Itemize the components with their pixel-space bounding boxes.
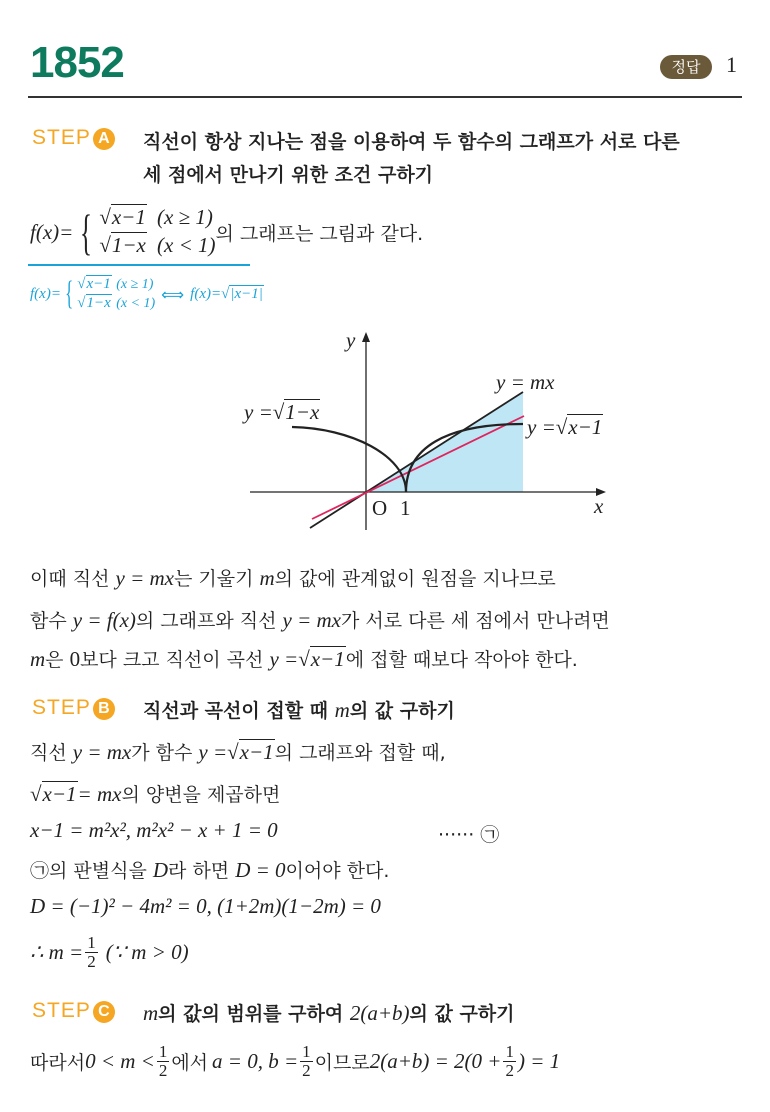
step-letter-icon: C bbox=[93, 1001, 115, 1023]
math: a = 0, b = bbox=[212, 1049, 299, 1073]
conclusion-line bbox=[30, 1043, 560, 1080]
text-line: √x−1= mx의 양변을 제곱하면 bbox=[30, 782, 281, 806]
math: y = bbox=[198, 740, 228, 764]
function-lhs: f(x)= bbox=[30, 219, 74, 244]
note-rhs-lhs: f(x)= bbox=[190, 285, 222, 302]
note-cases bbox=[77, 275, 155, 313]
denominator: 2 bbox=[87, 952, 96, 971]
text: 은 bbox=[45, 649, 70, 671]
text-line bbox=[30, 856, 389, 883]
step-b-title bbox=[143, 696, 455, 723]
case-1: √x−1 (x ≥ 1) bbox=[99, 205, 213, 229]
text: 의 판별식을 bbox=[49, 860, 153, 882]
equivalence-arrow-icon: ⟺ bbox=[161, 284, 185, 304]
note-case-2: √1−x (x < 1) bbox=[77, 295, 156, 311]
text: 이므로 bbox=[314, 1052, 370, 1074]
math: 2(a+b) = 2(0 + bbox=[369, 1049, 502, 1073]
text: 는 기울기 bbox=[173, 568, 260, 590]
math: y = mx bbox=[72, 740, 132, 764]
text-line bbox=[30, 564, 556, 591]
text: 이어야 한다. bbox=[285, 860, 390, 882]
text: 의 그래프와 직선 bbox=[135, 610, 283, 632]
case1-expr: x−1 bbox=[111, 205, 146, 229]
fraction bbox=[300, 1043, 313, 1080]
math: D = (−1)² − 4m² = 0, (1+2m)(1−2m) = 0 bbox=[30, 894, 381, 918]
piecewise-tail: 의 그래프는 그림과 같다. bbox=[215, 222, 424, 245]
step-b-label bbox=[32, 696, 115, 720]
note-rhs-expr: |x−1| bbox=[230, 286, 263, 302]
text-line: m은 0보다 크고 직선이 곡선 y =√x−1에 접할 때보다 작아야 한다. bbox=[30, 647, 578, 671]
step-c-title bbox=[143, 999, 515, 1026]
problem-number: 1852 bbox=[30, 38, 124, 87]
x-axis-label: x bbox=[594, 494, 604, 518]
note-case1-cond: (x ≥ 1) bbox=[116, 277, 154, 292]
numerator: 1 bbox=[87, 933, 96, 952]
case2-cond: (x < 1) bbox=[157, 233, 216, 257]
tick-label-1: 1 bbox=[400, 496, 411, 520]
brace: { bbox=[80, 204, 93, 260]
case-2: √1−x (x < 1) bbox=[99, 233, 216, 257]
math: ∴ m = bbox=[30, 940, 84, 964]
text: 따라서 bbox=[30, 1052, 86, 1074]
text: ㉠ bbox=[30, 860, 50, 882]
text-line bbox=[30, 606, 610, 633]
text: 직선 bbox=[30, 742, 73, 764]
text: 의 값 구하기 bbox=[349, 700, 455, 722]
text: 직선과 곡선이 접할 때 bbox=[143, 700, 335, 722]
equation-line bbox=[30, 818, 278, 843]
brace: { bbox=[65, 275, 74, 312]
text: 가 서로 다른 세 점에서 만나려면 bbox=[340, 610, 610, 632]
note-case-1: √x−1 (x ≥ 1) bbox=[77, 276, 154, 292]
step-letter-icon: B bbox=[93, 698, 115, 720]
label-lhs: y = bbox=[527, 415, 556, 439]
math: m bbox=[259, 566, 275, 590]
origin-label: O bbox=[372, 496, 388, 520]
math: D bbox=[152, 858, 169, 882]
function-graph bbox=[230, 320, 650, 540]
math: x−1 bbox=[42, 782, 77, 806]
math: (∵ m > 0) bbox=[105, 940, 189, 964]
math: y = mx bbox=[115, 566, 174, 590]
text: 의 그래프와 접할 때, bbox=[274, 742, 446, 764]
label-lhs: y = bbox=[244, 400, 273, 424]
text: 의 값에 관계없이 원점을 지나므로 bbox=[274, 568, 556, 590]
case1-cond: (x ≥ 1) bbox=[157, 205, 213, 229]
note-lhs: f(x)= bbox=[30, 285, 61, 302]
header-divider bbox=[28, 96, 742, 98]
fraction bbox=[157, 1043, 170, 1080]
math: ) = 1 bbox=[517, 1049, 561, 1073]
text: 가 함수 bbox=[131, 742, 199, 764]
left-curve-label: y =√1−x bbox=[244, 400, 320, 424]
step-text: STEP bbox=[32, 126, 91, 149]
math: m bbox=[30, 647, 46, 671]
text-line: 직선 y = mx가 함수 y =√x−1의 그래프와 접할 때, bbox=[30, 740, 446, 764]
math: x−1 = m²x², m²x² − x + 1 = 0 bbox=[30, 818, 278, 842]
math: 0 bbox=[69, 647, 81, 671]
denominator: 2 bbox=[505, 1061, 514, 1080]
label-expr: 1−x bbox=[285, 400, 320, 424]
math: x−1 bbox=[239, 740, 274, 764]
step-text: STEP bbox=[32, 999, 91, 1022]
fraction bbox=[503, 1043, 516, 1080]
math: 0 < m < bbox=[85, 1049, 155, 1073]
text: 의 값의 범위를 구하여 bbox=[158, 1003, 350, 1025]
math: D = 0 bbox=[235, 858, 286, 882]
step-a-title-line2: 세 점에서 만나기 위한 조건 구하기 bbox=[143, 164, 434, 186]
math: x−1 bbox=[310, 647, 345, 671]
equation-tag: ······ ㉠ bbox=[438, 824, 500, 846]
text: 라 하면 bbox=[168, 860, 236, 882]
note-case2-cond: (x < 1) bbox=[116, 296, 156, 311]
math: m bbox=[143, 1001, 159, 1025]
answer-badge: 정답 bbox=[660, 55, 712, 79]
math: 2(a+b) bbox=[349, 1001, 410, 1025]
note-case2-expr: 1−x bbox=[86, 295, 111, 311]
step-a-title-line1: 직선이 항상 지나는 점을 이용하여 두 함수의 그래프가 서로 다른 bbox=[143, 131, 680, 153]
fraction bbox=[85, 934, 98, 971]
math: = mx bbox=[77, 782, 122, 806]
line-label: y = mx bbox=[496, 370, 555, 394]
text: 이때 직선 bbox=[30, 568, 116, 590]
step-text: STEP bbox=[32, 696, 91, 719]
step-c-label bbox=[32, 999, 115, 1023]
answer-value: 1 bbox=[726, 52, 737, 77]
math: m bbox=[334, 698, 350, 722]
note-underline bbox=[28, 264, 250, 266]
numerator: 1 bbox=[505, 1042, 514, 1061]
equation-line bbox=[30, 934, 189, 971]
text: 보다 크고 직선이 곡선 bbox=[80, 649, 270, 671]
y-axis-arrow-icon bbox=[362, 332, 370, 342]
step-letter-icon: A bbox=[93, 128, 115, 150]
note-case1-expr: x−1 bbox=[86, 276, 111, 292]
denominator: 2 bbox=[302, 1061, 311, 1080]
y-axis-label: y bbox=[346, 328, 356, 352]
label-expr: x−1 bbox=[568, 415, 603, 439]
numerator: 1 bbox=[158, 1042, 168, 1061]
cases bbox=[99, 204, 215, 260]
text: 의 값 구하기 bbox=[409, 1003, 515, 1025]
text: 함수 bbox=[30, 610, 73, 632]
text: 에서 bbox=[171, 1052, 209, 1074]
numerator: 1 bbox=[302, 1042, 311, 1061]
math: y = mx bbox=[282, 608, 341, 632]
case2-expr: 1−x bbox=[111, 233, 146, 257]
denominator: 2 bbox=[158, 1061, 168, 1080]
piecewise-definition bbox=[30, 204, 423, 260]
step-a-label bbox=[32, 126, 115, 150]
note-equivalence: f(x)= { √x−1 (x ≥ 1) √1−x (x < 1) ⟺ f(x)= √ |x−1| bbox=[30, 275, 263, 312]
equation-line bbox=[30, 894, 381, 919]
text: 에 접할 때보다 작아야 한다. bbox=[345, 649, 578, 671]
right-curve-label: y =√x−1 bbox=[527, 415, 603, 439]
math: y = f(x) bbox=[72, 608, 136, 632]
math: y = bbox=[269, 647, 299, 671]
text: 의 양변을 제곱하면 bbox=[121, 784, 281, 806]
